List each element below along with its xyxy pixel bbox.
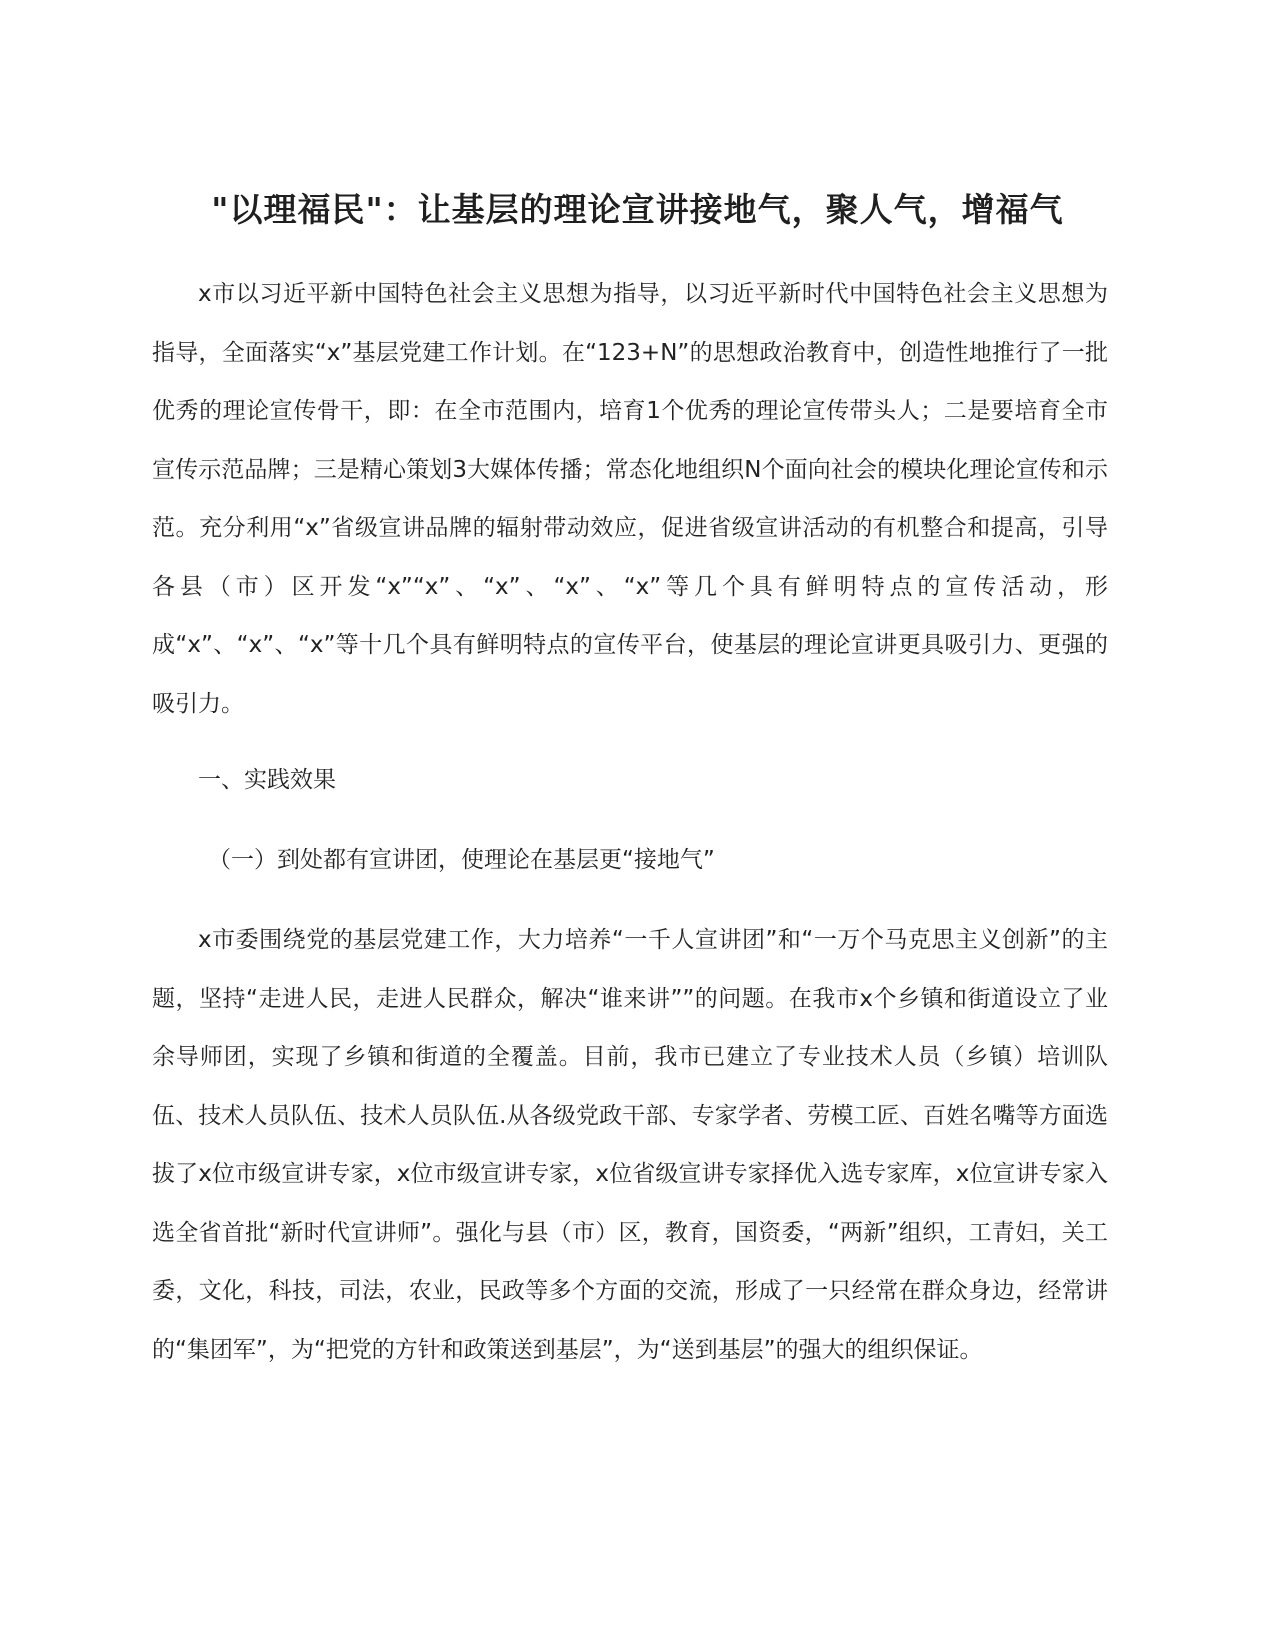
section-heading: 一、实践效果 <box>198 767 336 793</box>
body-paragraph: x市委围绕党的基层党建工作，大力培养“一千人宣讲团”和“一万个马克思主义创新”的主题，坚持“走进人民，走进人民群众，解决“谁来讲””的问题。在我市x个乡镇和街道设立了业余导师团，实现了乡镇和街道的全覆盖。目前，我市已建立了专业技术人员（乡镇）培训队伍、技术人员队伍、技术人员队伍.从各级党政干部、专家学者、劳模工匠、百姓名嘴等方面选拔了x位市级宣讲专家，x位市级宣讲专家，x位省级宣讲专家择优入选专家库，x位宣讲专家入选全省首批“新时代宣讲师”。强化与县（市）区，教育，国资委，“两新”组织，工青妇，关工委，文化，科技，司法，农业，民政等多个方面的交流，形成了一只经常在群众身边，经常讲的“集团军”，为“把党的方针和政策送到基层”，为“送到基层”的强大的组织保证。 <box>152 927 1108 1363</box>
document-title: "以理福民"：让基层的理论宣讲接地气，聚人气，增福气 <box>211 190 1064 229</box>
subsection-heading: （一）到处都有宣讲团，使理论在基层更“接地气” <box>208 847 715 873</box>
intro-paragraph: x市以习近平新中国特色社会主义思想为指导，以习近平新时代中国特色社会主义思想为指导，全面落实“x”基层党建工作计划。在“123+N”的思想政治教育中，创造性地推行了一批优秀的理论宣传骨干，即：在全市范围内，培育1个优秀的理论宣传带头人；二是要培育全市宣传示范品牌；三是精心策划3大媒体传播；常态化地组织N个面向社会的模块化理论宣传和示范。充分利用“x”省级宣讲品牌的辐射带动效应，促进省级宣讲活动的有机整合和提高，引导各县（市）区开发“x”“x”、“x”、“x”、“x”等几个具有鲜明特点的宣传活动，形成“x”、“x”、“x”等十几个具有鲜明特点的宣传平台，使基层的理论宣讲更具吸引力、更强的吸引力。 <box>152 281 1108 717</box>
